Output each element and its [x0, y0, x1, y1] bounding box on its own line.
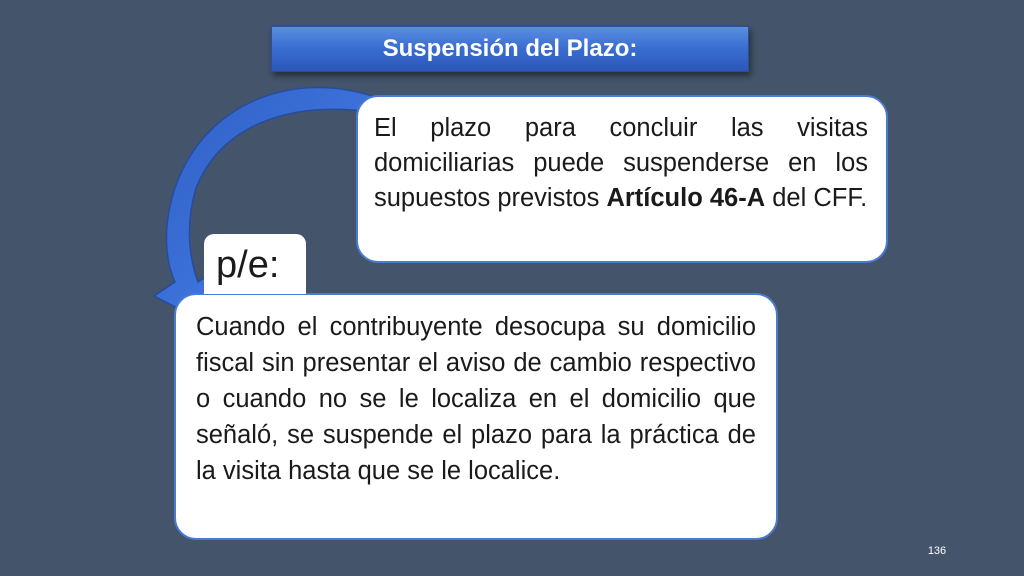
example-text: Cuando el contribuyente desocupa su domicilio fiscal sin presentar el aviso de cambio respectivo o cuando no se le localiza en el domicilio que señaló, se suspende el plazo para la práctica de la visita hasta que se le localice.	[196, 313, 756, 485]
example-box	[174, 293, 778, 540]
example-label	[204, 234, 306, 294]
definition-text-part-1: El plazo para concluir las visitas domiciliarias puede suspenderse en los supuestos previstos	[374, 114, 868, 212]
example-label-text: p/e:	[216, 244, 280, 286]
definition-box	[356, 95, 888, 263]
page-number: 136	[927, 545, 947, 557]
definition-text	[374, 111, 868, 216]
slide-title	[271, 26, 749, 72]
definition-article-reference: Artículo 46-A	[606, 184, 766, 212]
definition-text-part-2: del CFF.	[765, 184, 868, 212]
slide-title-text: Suspensión del Plazo:	[382, 35, 638, 62]
